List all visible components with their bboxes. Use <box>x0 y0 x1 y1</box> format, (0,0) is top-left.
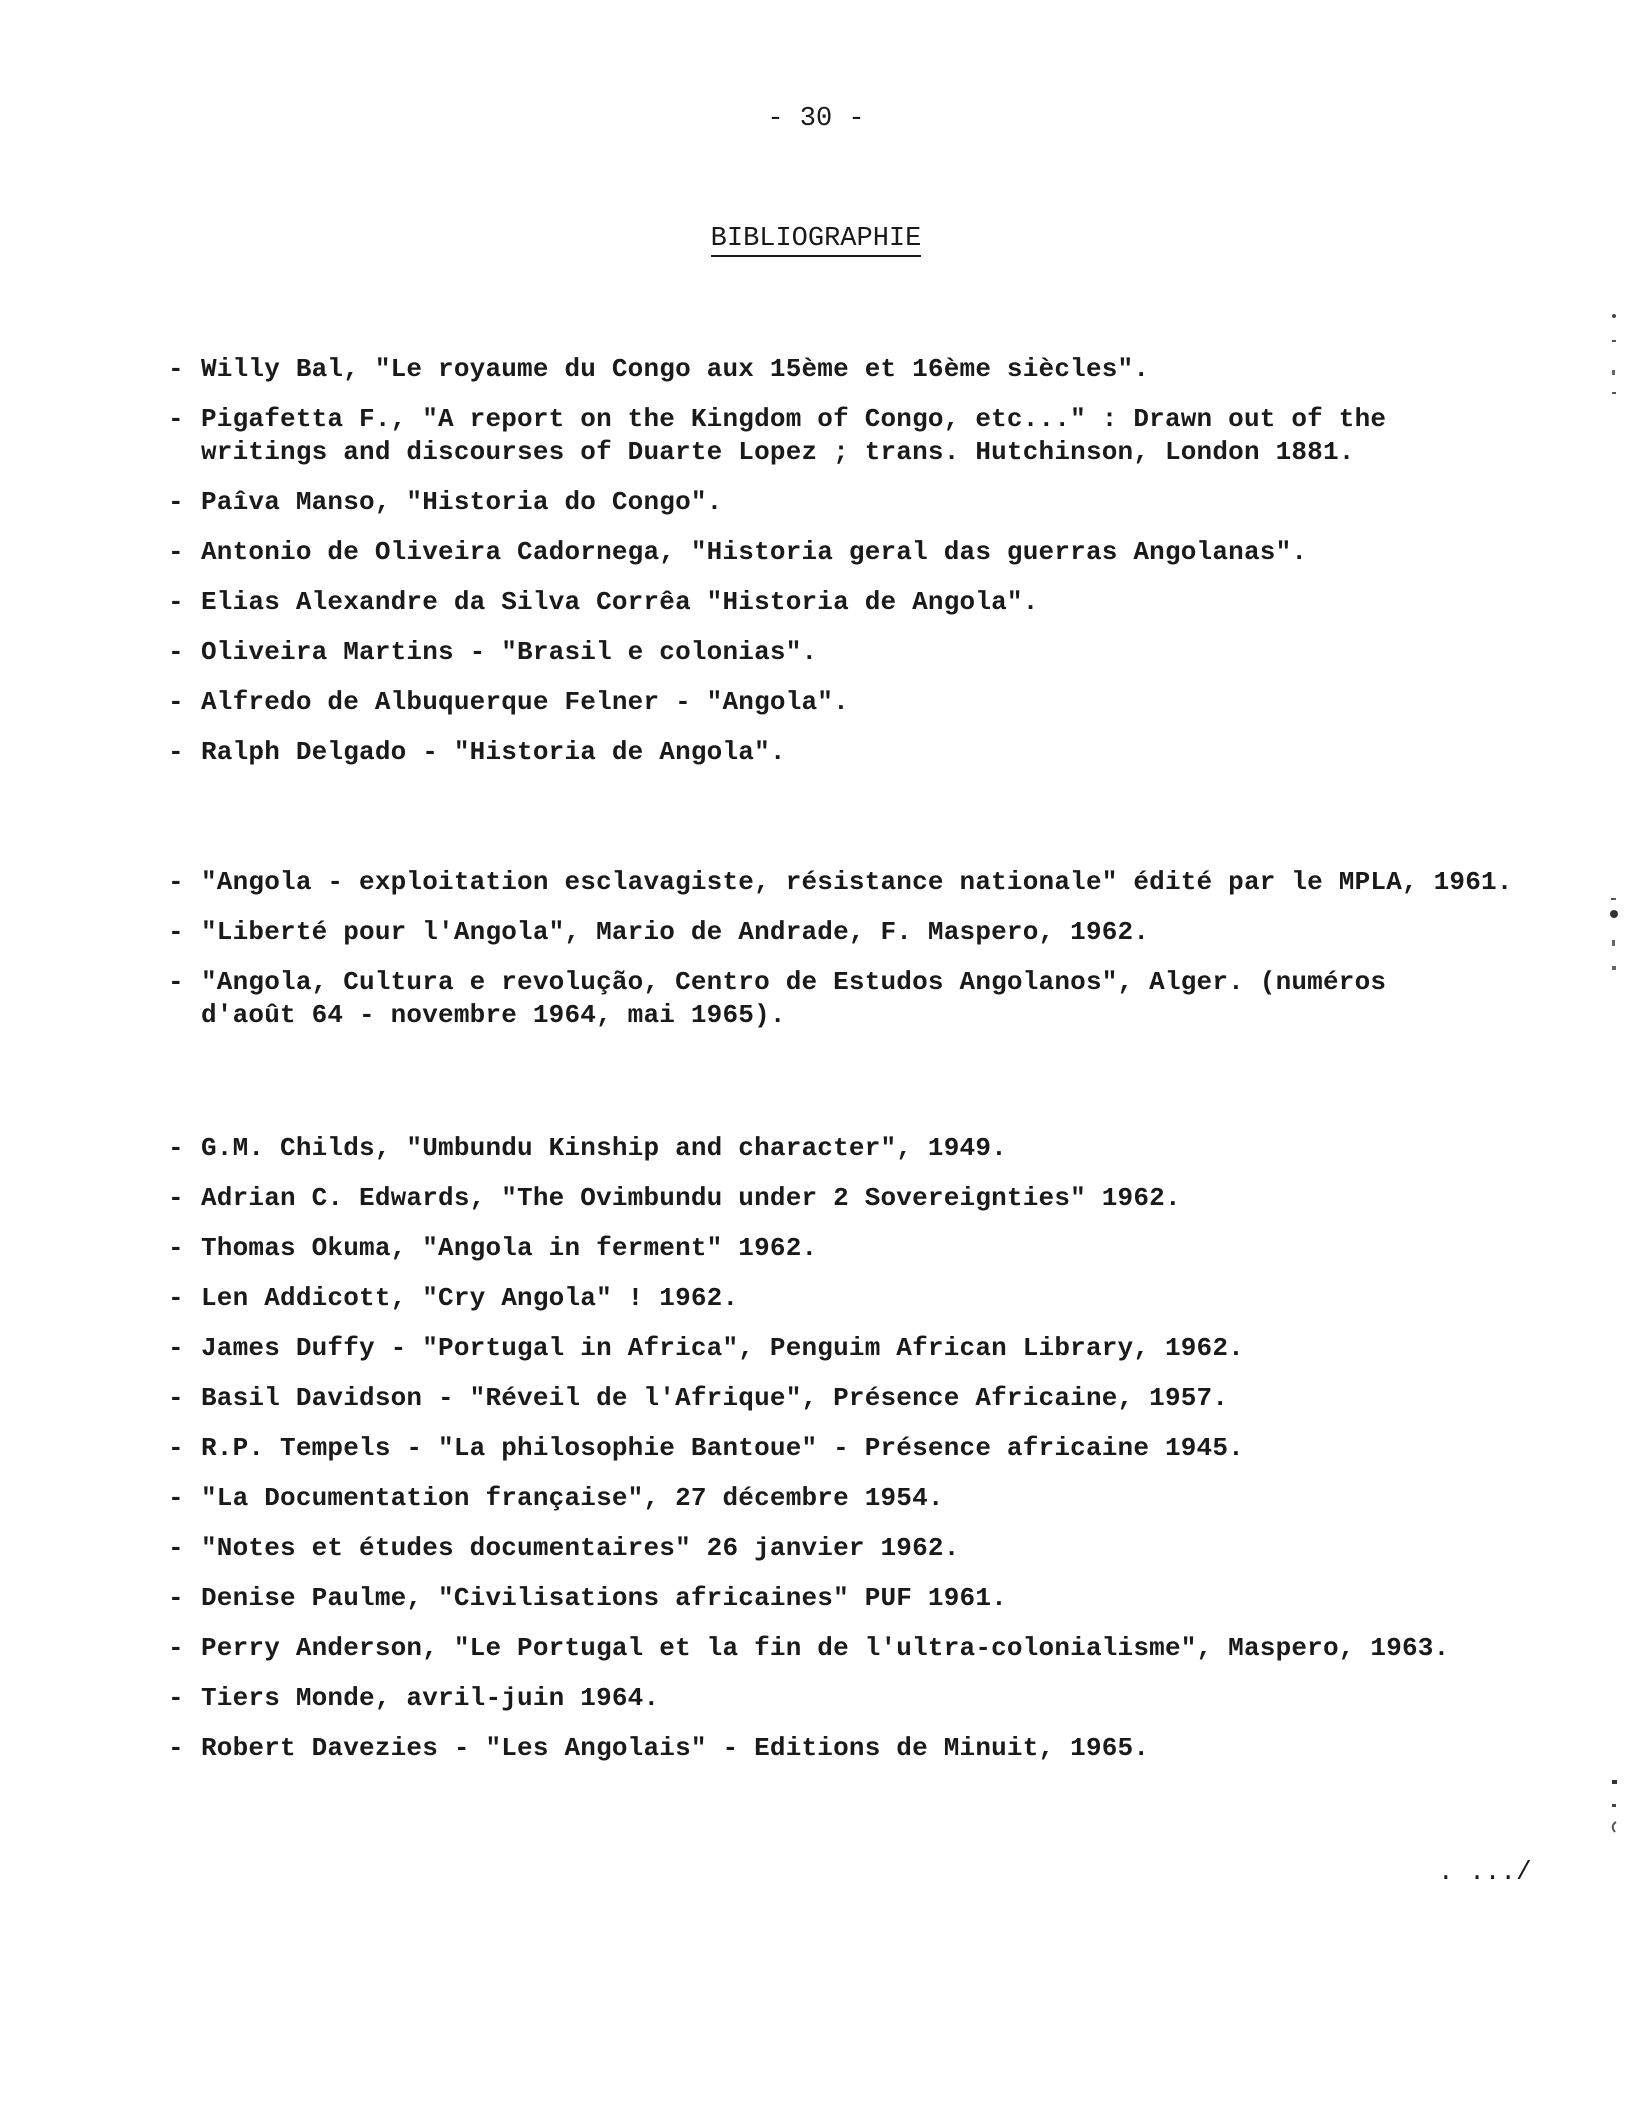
entry-text: Ralph Delgado - "Historia de Angola". <box>201 737 786 767</box>
bullet-dash: - <box>168 404 184 434</box>
bullet-dash: - <box>168 354 184 384</box>
entry-text: G.M. Childs, "Umbundu Kinship and character", 1949. <box>201 1133 1007 1163</box>
scan-specks-icon <box>1607 896 1621 986</box>
entry-text: James Duffy - "Portugal in Africa", Penguim African Library, 1962. <box>201 1333 1244 1363</box>
entry-text: Robert Davezies - "Les Angolais" - Editions de Minuit, 1965. <box>201 1733 1150 1763</box>
bibliography-entry <box>168 1482 1588 1515</box>
entry-text: Pigafetta F., "A report on the Kingdom of Congo, etc..." : Drawn out of the writings and discourses of Duarte Lopez ; trans. Hutchinson, London 1881. <box>201 404 1387 467</box>
bibliography-entry <box>168 916 1588 949</box>
bullet-dash: - <box>168 1483 184 1513</box>
bibliography-entry <box>168 1382 1588 1415</box>
bullet-dash: - <box>168 537 184 567</box>
bullet-dash: - <box>168 1283 184 1313</box>
entry-text: Tiers Monde, avril-juin 1964. <box>201 1683 660 1713</box>
entry-text: R.P. Tempels - "La philosophie Bantoue" - Présence africaine 1945. <box>201 1433 1244 1463</box>
bullet-dash: - <box>168 637 184 667</box>
bibliography-entry <box>168 353 1588 386</box>
bibliography-entry <box>168 1132 1588 1165</box>
bibliography-entry <box>168 1332 1588 1365</box>
entry-text: Paîva Manso, "Historia do Congo". <box>201 487 723 517</box>
bibliography-entry <box>168 686 1588 719</box>
bibliography-entry <box>168 1432 1588 1465</box>
entry-text: Willy Bal, "Le royaume du Congo aux 15ème et 16ème siècles". <box>201 354 1150 384</box>
bullet-dash: - <box>168 1133 184 1163</box>
bibliography-entry <box>168 1682 1588 1715</box>
bullet-dash: - <box>168 917 184 947</box>
bibliography-group-angola-movement <box>168 866 1588 1049</box>
bullet-dash: - <box>168 1733 184 1763</box>
bullet-dash: - <box>168 1383 184 1413</box>
margin-specks-middle <box>1590 882 1621 990</box>
bibliography-entry <box>168 1232 1588 1265</box>
entry-text: Adrian C. Edwards, "The Ovimbundu under 2 Sovereignties" 1962. <box>201 1183 1181 1213</box>
title-text: BIBLIOGRAPHIE <box>711 224 922 257</box>
bibliography-entry <box>168 403 1588 469</box>
bullet-dash: - <box>168 1633 184 1663</box>
bibliography-entry <box>168 736 1588 769</box>
page-title <box>0 222 1632 256</box>
entry-text: Basil Davidson - "Réveil de l'Afrique", Présence Africaine, 1957. <box>201 1383 1229 1413</box>
bullet-dash: - <box>168 1433 184 1463</box>
bullet-dash: - <box>168 1533 184 1563</box>
entry-text: "Notes et études documentaires" 26 janvier 1962. <box>201 1533 960 1563</box>
bibliography-entry <box>168 586 1588 619</box>
bullet-dash: - <box>168 687 184 717</box>
bullet-dash: - <box>168 867 184 897</box>
bibliography-entry <box>168 636 1588 669</box>
entry-text: Elias Alexandre da Silva Corrêa "Historia de Angola". <box>201 587 1039 617</box>
bullet-dash: - <box>168 737 184 767</box>
bullet-dash: - <box>168 1333 184 1363</box>
bibliography-group-studies <box>168 1132 1588 1782</box>
bibliography-entry <box>168 966 1588 1032</box>
bullet-dash: - <box>168 967 184 997</box>
entry-text: Thomas Okuma, "Angola in ferment" 1962. <box>201 1233 818 1263</box>
bullet-dash: - <box>168 1183 184 1213</box>
entry-text: "La Documentation française", 27 décembre 1954. <box>201 1483 944 1513</box>
bibliography-entry <box>168 1182 1588 1215</box>
bibliography-entry <box>168 866 1588 899</box>
entry-text: "Angola - exploitation esclavagiste, résistance nationale" édité par le MPLA, 1961. <box>201 867 1513 897</box>
continuation-mark: . .../ <box>1438 1857 1532 1887</box>
bibliography-entry <box>168 486 1588 519</box>
bullet-dash: - <box>168 487 184 517</box>
entry-text: Denise Paulme, "Civilisations africaines" PUF 1961. <box>201 1583 1007 1613</box>
entry-text: Perry Anderson, "Le Portugal et la fin de l'ultra-colonialisme", Maspero, 1963. <box>201 1633 1450 1663</box>
page-number: - 30 - <box>767 104 865 134</box>
bullet-dash: - <box>168 1233 184 1263</box>
bibliography-entry <box>168 536 1588 569</box>
margin-specks-bottom <box>1590 1764 1621 1852</box>
bullet-dash: - <box>168 1583 184 1613</box>
entry-text: Alfredo de Albuquerque Felner - "Angola". <box>201 687 849 717</box>
bibliography-entry <box>168 1582 1588 1615</box>
bullet-dash: - <box>168 587 184 617</box>
entry-text: Oliveira Martins - "Brasil e colonias". <box>201 637 818 667</box>
bibliography-group-historical <box>168 353 1588 786</box>
entry-text: "Liberté pour l'Angola", Mario de Andrade, F. Maspero, 1962. <box>201 917 1150 947</box>
bibliography-entry <box>168 1532 1588 1565</box>
scan-specks-icon <box>1607 1778 1621 1848</box>
entry-text: Antonio de Oliveira Cadornega, "Historia geral das guerras Angolanas". <box>201 537 1308 567</box>
bibliography-entry <box>168 1632 1588 1665</box>
bullet-dash: - <box>168 1683 184 1713</box>
bibliography-entry <box>168 1732 1588 1765</box>
entry-text: Len Addicott, "Cry Angola" ! 1962. <box>201 1283 739 1313</box>
entry-text: "Angola, Cultura e revolução, Centro de Estudos Angolanos", Alger. (numéros d'août 64 - novembre 1964, mai 1965). <box>201 967 1387 1030</box>
margin-specks-top <box>1590 296 1621 404</box>
bibliography-entry <box>168 1282 1588 1315</box>
scan-specks-icon <box>1607 310 1621 400</box>
